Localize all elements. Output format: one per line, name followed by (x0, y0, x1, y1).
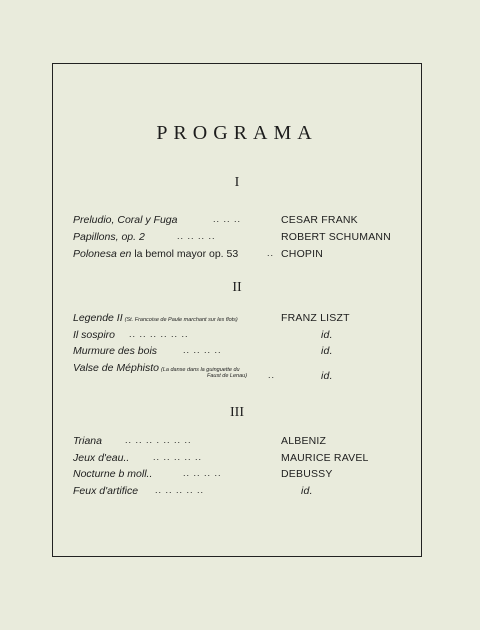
program-item (73, 214, 413, 230)
leader-dots: .. .. .. (213, 214, 242, 224)
work-title: Papillons, op. 2 (73, 231, 145, 243)
leader-dots: .. .. .. .. (183, 468, 222, 478)
leader-dots: .. .. .. . .. .. .. (125, 435, 192, 445)
work-title-upright: la bemol mayor op. 53 (134, 248, 239, 260)
leader-dots: .. .. .. .. .. (153, 452, 203, 462)
work-title: Jeux d'eau.. (73, 452, 130, 464)
work-title: Preludio, Coral y Fuga (73, 214, 178, 226)
program-item (73, 345, 413, 361)
composer-name: id. (301, 485, 313, 497)
work-title-italic: Polonesa en (73, 248, 132, 260)
composer-name: CHOPIN (281, 248, 324, 260)
work-title: Il sospiro (73, 329, 116, 341)
work-title: Triana (73, 435, 102, 447)
program-item (73, 231, 413, 247)
composer-name: ROBERT SCHUMANN (281, 231, 391, 243)
work-title: Murmure des bois (73, 345, 158, 357)
program-item (73, 485, 413, 501)
leader-dots: .. (268, 370, 276, 380)
work-title: Feux d'artifice (73, 485, 139, 497)
composer-name: id. (321, 329, 333, 341)
part-numeral-2: II (232, 280, 242, 295)
work-title: Nocturne b moll.. (73, 468, 153, 480)
leader-dots: .. .. .. .. .. .. (129, 329, 189, 339)
work-title-text: Valse de Méphisto (73, 362, 159, 374)
work-title-text: Legende II (73, 312, 123, 324)
program-item (73, 435, 413, 451)
composer-name: MAURICE RAVEL (281, 452, 369, 464)
leader-dots: .. .. .. .. (177, 231, 216, 241)
page-title: PROGRAMA (156, 122, 318, 144)
composer-name: DEBUSSY (281, 468, 333, 480)
program-item (73, 312, 413, 328)
leader-dots: .. (267, 248, 275, 258)
composer-name: ALBENIZ (281, 435, 327, 447)
program-frame (52, 63, 422, 557)
leader-dots: .. .. .. .. .. (155, 485, 205, 495)
part-numeral-1: I (234, 175, 240, 190)
work-title (73, 248, 238, 260)
composer-name: FRANZ LISZT (281, 312, 350, 324)
program-item (73, 248, 413, 264)
work-title (73, 312, 238, 324)
program-item (73, 452, 413, 468)
work-note: (La danse dans la guinguette du (161, 367, 240, 373)
program-item (73, 468, 413, 484)
composer-name: CESAR FRANK (281, 214, 358, 226)
composer-name: id. (321, 345, 333, 357)
leader-dots: .. .. .. .. (183, 345, 222, 355)
composer-name: id. (321, 370, 333, 382)
part-numeral-3: III (230, 405, 244, 420)
work-note-continued: Faust de Lenau) (207, 373, 248, 379)
program-item (73, 329, 413, 345)
work-note: (St. Francoise de Paule marchant sur les flots) (124, 317, 238, 323)
